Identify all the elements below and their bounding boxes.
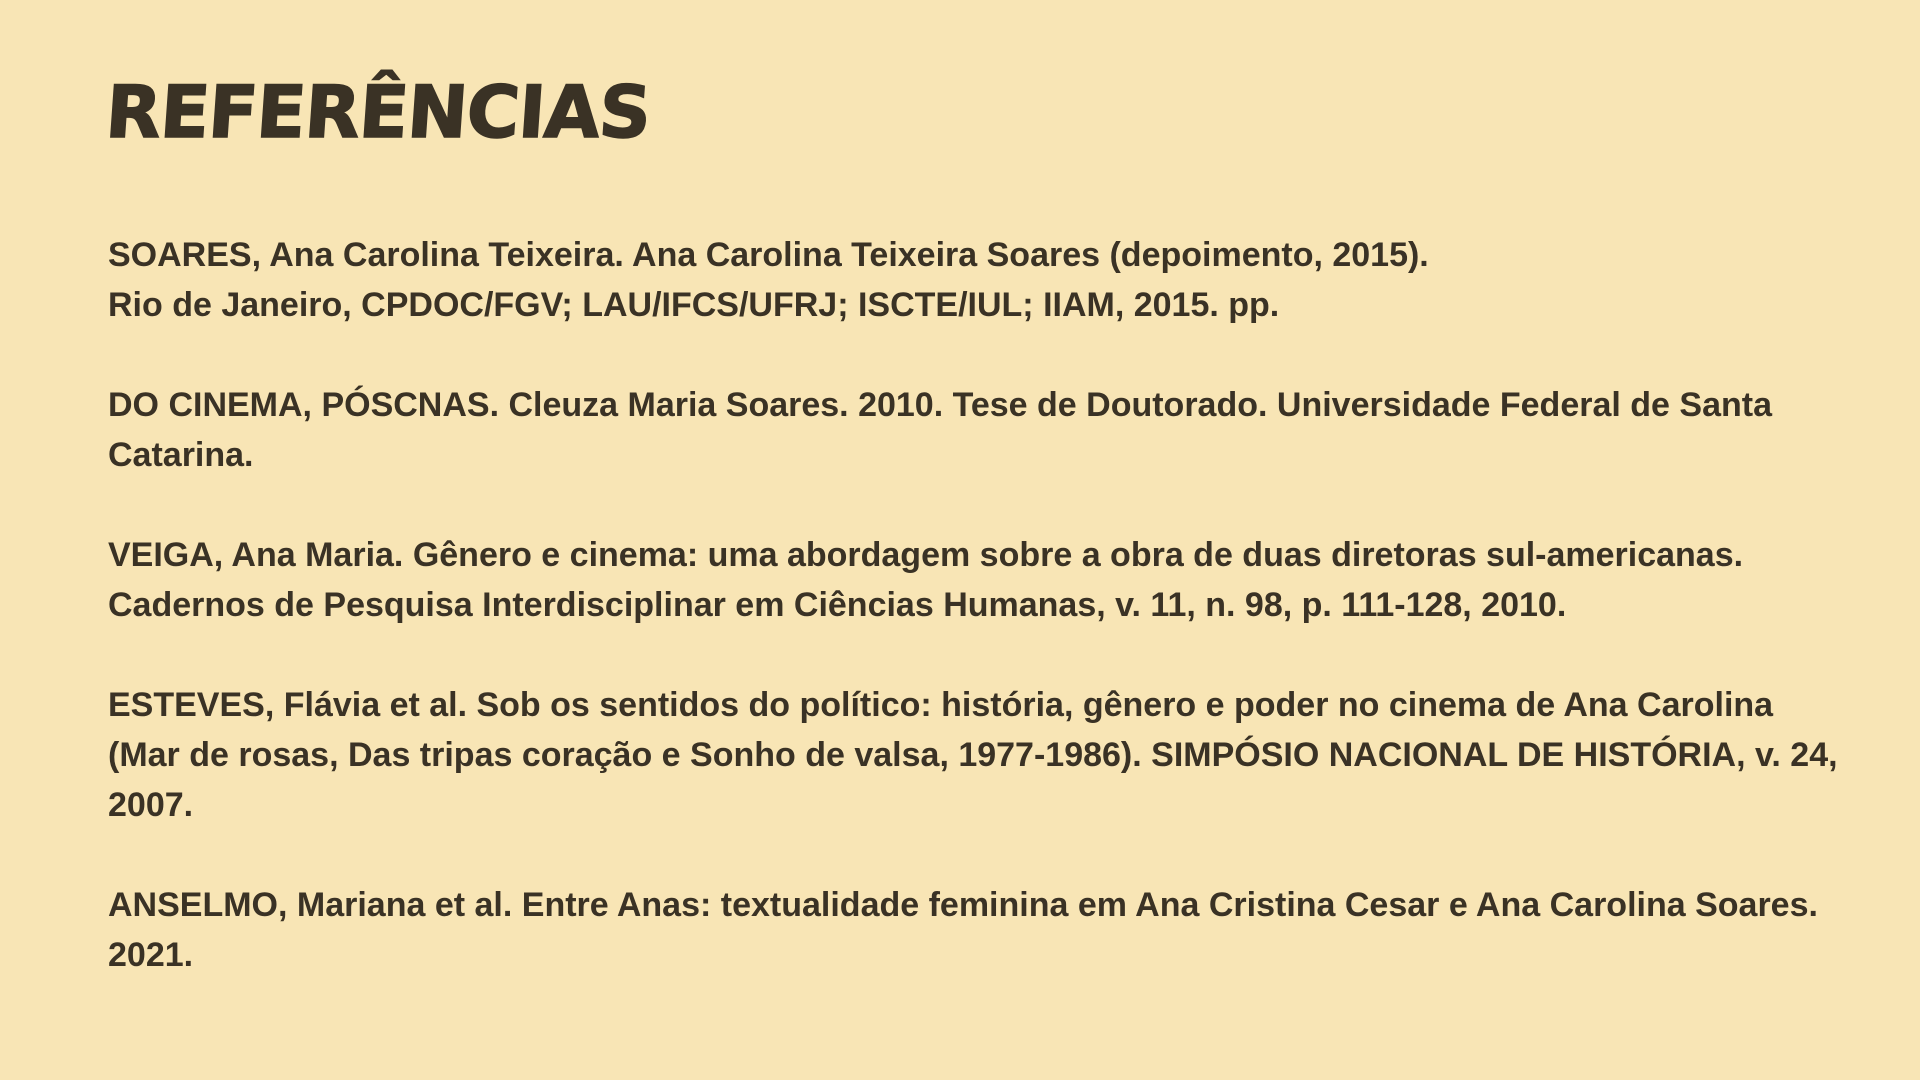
reference-item: ANSELMO, Mariana et al. Entre Anas: textualidade feminina em Ana Cristina Cesar e Ana Carolina Soares. 2021.: [108, 886, 1818, 974]
reference-item: VEIGA, Ana Maria. Gênero e cinema: uma abordagem sobre a obra de duas diretoras sul-americanas. Cadernos de Pesquisa Interdisciplinar em Ciências Humanas, v. 11, n. 98, p. 111-128, 2010.: [108, 536, 1744, 624]
page-title: REFERÊNCIAS: [103, 70, 654, 154]
reference-item: DO CINEMA, PÓSCNAS. Cleuza Maria Soares. 2010. Tese de Doutorado. Universidade Federal de Santa Catarina.: [108, 386, 1772, 474]
reference-text-line: Rio de Janeiro, CPDOC/FGV; LAU/IFCS/UFRJ; ISCTE/IUL; IIAM, 2015. pp.: [108, 286, 1280, 324]
reference-text-line: SOARES, Ana Carolina Teixeira. Ana Carolina Teixeira Soares (depoimento, 2015).: [108, 236, 1429, 274]
reference-list: [108, 230, 1838, 980]
reference-item: ESTEVES, Flávia et al. Sob os sentidos do político: história, gênero e poder no cinema de Ana Carolina (Mar de rosas, Das tripas coração e Sonho de valsa, 1977-1986). SIMPÓSIO NACIONAL DE HISTÓRIA, v. 24, 2007.: [108, 686, 1838, 824]
reference-item: [108, 230, 1838, 330]
